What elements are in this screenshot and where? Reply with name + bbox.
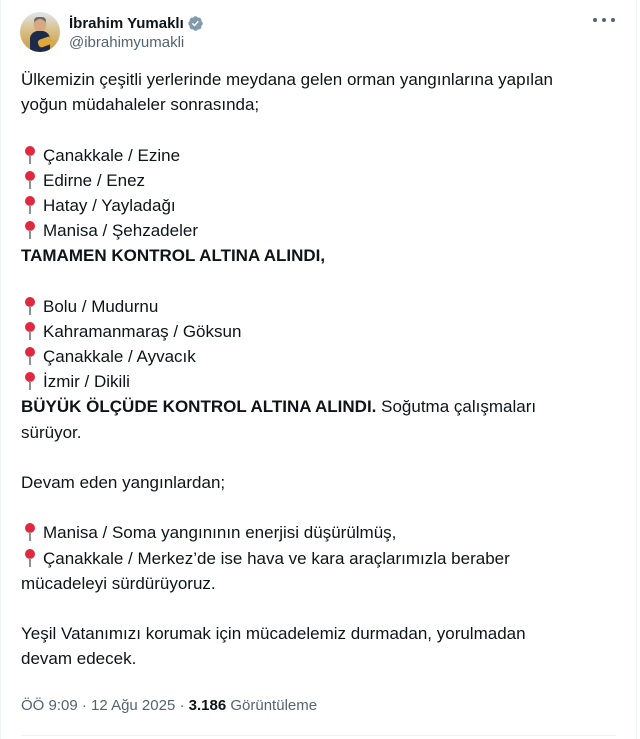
text-line: devam edecek. — [21, 649, 137, 669]
text-line: Devam eden yangınlardan; — [21, 473, 226, 492]
list-item — [21, 319, 611, 344]
tweet-text — [21, 67, 611, 672]
location-text: Çanakkale / Ayvacık — [43, 347, 196, 367]
pin-icon — [23, 171, 37, 189]
meta-separator: · — [77, 697, 92, 714]
list-item — [21, 143, 611, 168]
location-text: Kahramanmaraş / Göksun — [43, 321, 242, 341]
tweet-header — [20, 8, 620, 56]
pin-icon — [23, 146, 37, 164]
pin-icon — [23, 347, 37, 365]
meta-separator: · — [175, 697, 189, 714]
status-bold: BÜYÜK ÖLÇÜDE KONTROL ALTINA ALINDI. — [21, 397, 377, 417]
author-name[interactable]: İbrahim Yumaklı — [69, 14, 184, 32]
location-text: Manisa / Soma yangınının enerjisi düşürülmüş, — [43, 523, 397, 543]
blank-line — [21, 269, 611, 294]
list-item — [21, 168, 611, 193]
author-identity — [69, 13, 204, 51]
list-item — [21, 520, 611, 545]
list-item — [21, 218, 611, 243]
status-rest: Soğutma çalışmaları — [376, 397, 537, 417]
text-line: yoğun müdahaleler sonrasında; — [21, 95, 260, 115]
location-text: Çanakkale / Merkez’de ise hava ve kara araçlarımızla beraber — [43, 548, 510, 568]
pin-icon — [23, 221, 37, 239]
blank-line — [21, 445, 611, 470]
views-count: 3.186 — [188, 697, 227, 714]
more-dot-icon — [602, 18, 606, 22]
blank-line — [21, 117, 611, 142]
text-line: mücadeleyi sürdürüyoruz. — [21, 573, 216, 593]
verified-badge-icon[interactable] — [187, 15, 204, 32]
location-text: İzmir / Dikili — [43, 372, 130, 392]
location-text: Hatay / Yayladağı — [43, 195, 176, 215]
location-text: Edirne / Enez — [43, 170, 146, 190]
location-text: Manisa / Şehzadeler — [43, 221, 198, 241]
pin-icon — [23, 322, 37, 340]
more-dot-icon — [593, 18, 597, 22]
more-dot-icon — [611, 18, 615, 22]
tweet-date[interactable]: 12 Ağu 2025 — [91, 697, 176, 714]
list-item — [21, 193, 611, 218]
blank-line — [21, 495, 611, 520]
views-label: Görüntüleme — [226, 697, 318, 714]
status-line: TAMAMEN KONTROL ALTINA ALINDI, — [21, 246, 326, 266]
more-options-button[interactable] — [593, 12, 615, 28]
tweet-time[interactable]: ÖÖ 9:09 — [21, 697, 78, 714]
text-line: Yeşil Vatanımızı korumak için mücadelemiz durmadan, yorulmadan — [21, 624, 526, 644]
author-handle[interactable]: @ibrahimyumakli — [69, 34, 185, 51]
location-text: Çanakkale / Ezine — [43, 145, 181, 165]
pin-icon — [23, 297, 37, 315]
pin-icon — [23, 196, 37, 214]
divider — [21, 735, 616, 736]
name-row — [69, 13, 204, 33]
pin-icon — [23, 523, 37, 541]
location-text: Bolu / Mudurnu — [43, 296, 159, 316]
text-line: sürüyor. — [21, 422, 82, 442]
pin-icon — [23, 549, 37, 567]
status-line — [21, 394, 611, 419]
pin-icon — [23, 372, 37, 390]
text-line: Ülkemizin çeşitli yerlerinde meydana gelen orman yangınlarına yapılan — [21, 70, 553, 89]
list-item — [21, 546, 611, 571]
list-item — [21, 369, 611, 394]
tweet-meta — [21, 697, 317, 714]
list-item — [21, 344, 611, 369]
avatar[interactable] — [20, 12, 60, 52]
blank-line — [21, 596, 611, 621]
list-item — [21, 294, 611, 319]
